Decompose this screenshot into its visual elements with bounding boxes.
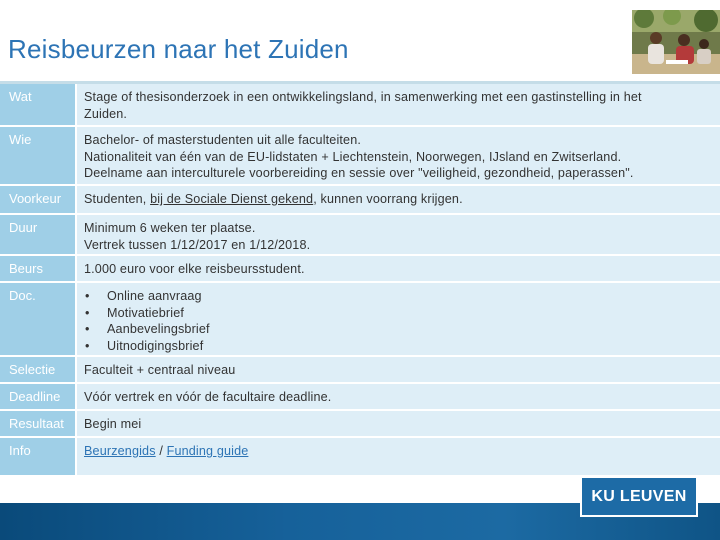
value-line: Nationaliteit van één van de EU-lidstaten + Liechtenstein, Noorwegen, IJsland en Zwitserland. — [84, 149, 622, 164]
list-item — [84, 321, 712, 338]
row-doc — [0, 283, 720, 355]
row-resultaat — [0, 411, 720, 436]
row-beurs — [0, 256, 720, 281]
row-voorkeur — [0, 186, 720, 213]
row-value: 1.000 euro voor elke reisbeursstudent. — [77, 256, 720, 281]
row-label: Resultaat — [0, 411, 77, 436]
row-value — [77, 84, 720, 125]
info-table — [0, 84, 720, 475]
row-value: Vóór vertrek en vóór de facultaire deadline. — [77, 384, 720, 409]
row-label: Voorkeur — [0, 186, 77, 213]
document-list — [84, 288, 712, 354]
row-wat — [0, 84, 720, 125]
row-value — [77, 186, 720, 213]
link-separator: / — [155, 444, 167, 458]
page-title: Reisbeurzen naar het Zuiden — [8, 34, 349, 64]
list-item-label: Aanbevelingsbrief — [107, 322, 210, 336]
row-label: Info — [0, 438, 77, 475]
value-line: Vertrek tussen 1/12/2017 en 1/12/2018. — [84, 237, 311, 252]
list-item — [84, 305, 712, 322]
bullet: • — [85, 305, 90, 320]
value-line: Bachelor- of masterstudenten uit alle faculteiten. — [84, 133, 362, 147]
value-line: Deelname aan interculturele voorbereiding en sessie over "veiligheid, gezondheid, paperassen". — [84, 166, 634, 180]
row-selectie — [0, 357, 720, 382]
photo-image — [632, 10, 720, 74]
row-duur — [0, 215, 720, 254]
row-value — [77, 438, 720, 475]
row-info — [0, 438, 720, 475]
value-line: Stage of thesisonderzoek in een ontwikkelingsland, in samenwerking met een gastinstelling in het — [84, 90, 642, 104]
bullet: • — [85, 338, 90, 353]
row-label: Beurs — [0, 256, 77, 281]
field-work-photo — [632, 10, 720, 74]
row-deadline — [0, 384, 720, 409]
row-label: Duur — [0, 215, 77, 254]
row-label: Doc. — [0, 283, 77, 355]
row-wie — [0, 127, 720, 184]
list-item-label: Uitnodigingsbrief — [107, 338, 204, 353]
row-label: Wat — [0, 84, 77, 125]
value-line: Minimum 6 weken ter plaatse. — [84, 221, 256, 235]
ku-leuven-logo: KU LEUVEN — [580, 476, 698, 517]
row-value: Faculteit + centraal niveau — [77, 357, 720, 382]
list-item-label: Online aanvraag — [107, 289, 202, 303]
value-text: , kunnen voorrang krijgen. — [313, 192, 463, 206]
list-item — [84, 338, 712, 355]
value-text: Studenten, — [84, 192, 151, 206]
row-value — [77, 127, 720, 184]
funding-guide-link[interactable]: Funding guide — [166, 444, 249, 458]
value-line: Zuiden. — [84, 106, 128, 121]
bullet: • — [85, 322, 90, 336]
row-label: Selectie — [0, 357, 77, 382]
row-value: Begin mei — [77, 411, 720, 436]
list-item-label: Motivatiebrief — [107, 305, 184, 320]
row-label: Wie — [0, 127, 77, 184]
bullet: • — [85, 289, 90, 303]
list-item — [84, 288, 712, 305]
sociale-dienst-link[interactable]: bij de Sociale Dienst gekend — [150, 192, 314, 206]
row-value — [77, 215, 720, 254]
beurzengids-link[interactable]: Beurzengids — [84, 444, 156, 458]
row-value — [77, 283, 720, 355]
row-label: Deadline — [0, 384, 77, 409]
